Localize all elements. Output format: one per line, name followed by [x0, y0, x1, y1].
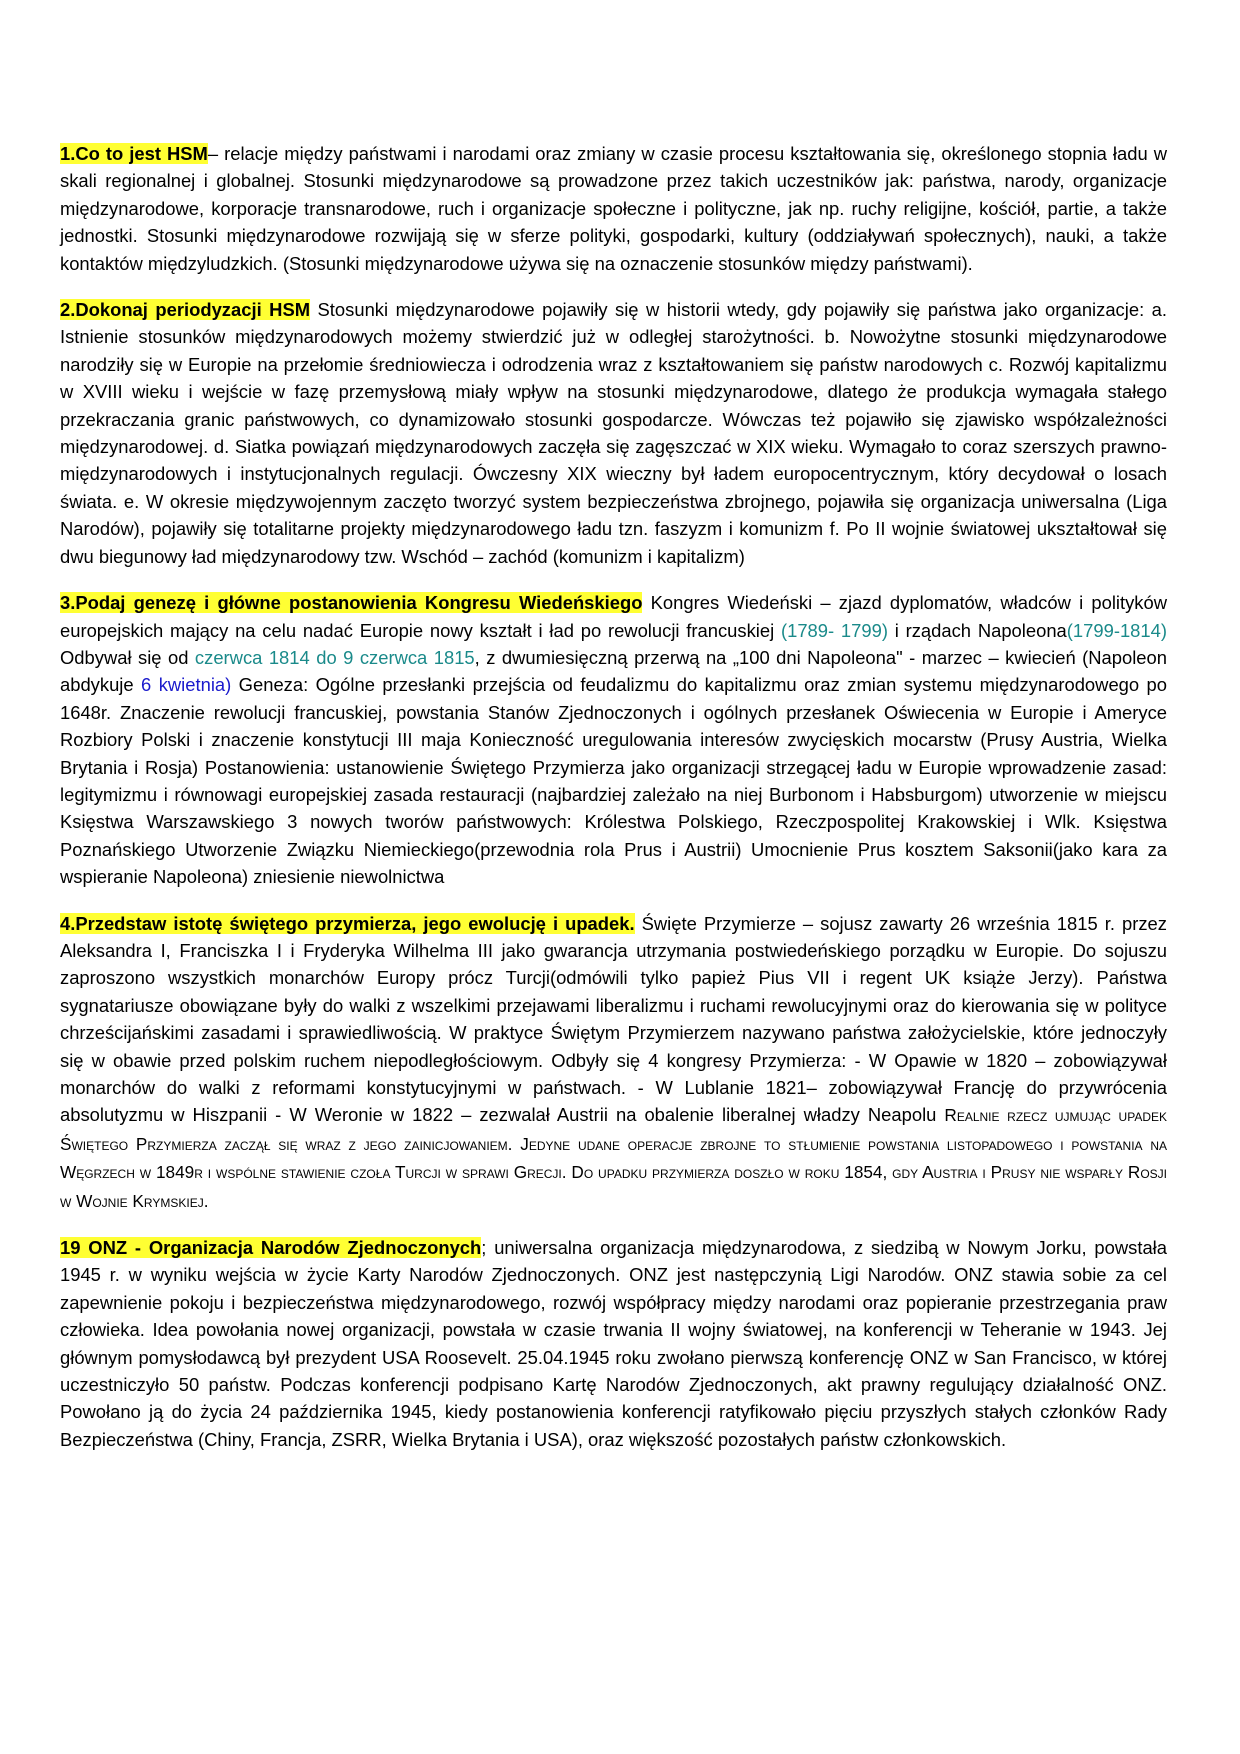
section-19 — [60, 1234, 1167, 1453]
section-3-text-5: Geneza: Ogólne przesłanki przejścia od feudalizmu do kapitalizmu oraz zmian systemu międzynarodowego po 1648r. Znaczenie rewolucji francuskiej, powstania Stanów Zjednoczonych i ogólnych przesłanek Oświecenia w Europie i Ameryce Rozbiory Polski i znaczenie konstytucji III maja Konieczność uregulowania interesów zwycięskich mocarstw (Prusy Austria, Wielka Brytania i Rosja) Postanowienia: ustanowienie Świętego Przymierza jako organizacji strzegącej ładu w Europie wprowadzenie zasad: legitymizmu i równowagi europejskiej zasada restauracji (najbardziej zależało na niej Burbonom i Habsburgom) utworzenie w miejscu Księstwa Warszawskiego 3 nowych tworów państwowych: Królestwa Polskiego, Rzeczpospolitej Krakowskiej i Wlk. Księstwa Poznańskiego Utworzenie Związku Niemieckiego(przewodnia rola Prus i Austrii) Umocnienie Prus kosztem Saksonii(jako kara za wspieranie Napoleona) zniesienie niewolnictwa — [60, 674, 1167, 888]
section-2-body: Stosunki międzynarodowe pojawiły się w historii wtedy, gdy pojawiły się państwa jako organizacje: a. Istnienie stosunków międzynarodowych możemy stwierdzić już w odległej starożytności. b. Nowożytne stosunki międzynarodowe narodziły się w Europie na przełomie średniowiecza i odrodzenia wraz z kształtowaniem się państw narodowych c. Rozwój kapitalizmu w XVIII wieku i wejście w fazę przemysłową miały wpływ na stosunki międzynarodowe, dlatego że produkcja wymagała stałego przekraczania granic państwowych, co dynamizowało stosunki gospodarcze. Wówczas też pojawiło się zjawisko współzależności międzynarodowej. d. Siatka powiązań międzynarodowych zaczęła się zagęszczać w XIX wieku. Wymagało to coraz szerszych prawno-międzynarodowych i instytucjonalnych regulacji. Ówczesny XIX wieczny był ładem europocentrycznym, który decydował o losach świata. e. W okresie międzywojennym zaczęto tworzyć system bezpieczeństwa zbrojnego, pojawiła się organizacja uniwersalna (Liga Narodów), pojawiły się totalitarne projekty międzynarodowego ładu tzn. faszyzm i komunizm f. Po II wojnie światowej ukształtował się dwu biegunowy ład międzynarodowy tzw. Wschód – zachód (komunizm i kapitalizm) — [60, 299, 1168, 567]
section-1 — [60, 140, 1167, 277]
section-3-text-3: Odbywał się od — [60, 646, 195, 668]
section-3-heading: 3.Podaj genezę i główne postanowienia Kongresu Wiedeńskiego — [60, 592, 643, 614]
section-3 — [60, 589, 1167, 890]
section-19-heading: 19 ONZ - Organizacja Narodów Zjednoczonych — [60, 1237, 482, 1259]
document-page — [60, 140, 1167, 1472]
section-3-text-2: i rządach Napoleona — [887, 619, 1067, 641]
section-3-date-abdication: 6 kwietnia) — [141, 674, 232, 696]
section-4-smallcaps: Realnie rzecz ujmując upadek Świętego Przymierza zaczął się wraz z jego zainicjowaniem. Jedyne udane operacje zbrojne to stłumienie powstania listopadowego i powstania na Węgrzech w 1849r i wspólne stawienie czoła Turcji w sprawi Grecji. Do upadku przymierza doszło w roku 1854, gdy Austria i Prusy nie wsparły Rosji w Wojnie Krymskiej. — [60, 1105, 1168, 1211]
section-19-body: ; uniwersalna organizacja międzynarodowa, z siedzibą w Nowym Jorku, powstała 1945 r. w wyniku wejścia w życie Karty Narodów Zjednoczonych. ONZ jest następczynią Ligi Narodów. ONZ stawia sobie za cel zapewnienie pokoju i bezpieczeństwa międzynarodowego, rozwój współpracy między narodami oraz popieranie przestrzegania praw człowieka. Idea powołania nowej organizacji, powstała w czasie trwania II wojny światowej, na konferencji w Teheranie w 1943. Jej głównym pomysłodawcą był prezydent USA Roosevelt. 25.04.1945 roku zwołano pierwszą konferencję ONZ w San Francisco, w której uczestniczyło 50 państw. Podczas konferencji podpisano Kartę Narodów Zjednoczonych, akt prawny regulujący działalność ONZ. Powołano ją do życia 24 października 1945, kiedy postanowienia konferencji ratyfikowało pięciu przyszłych stałych członków Rady Bezpieczeństwa (Chiny, Francja, ZSRR, Wielka Brytania i USA), oraz większość pozostałych państw członkowskich. — [60, 1237, 1167, 1450]
section-3-date-congress: czerwca 1814 do 9 czerwca 1815 — [194, 646, 475, 668]
section-3-date-revolution: (1789- 1799) — [780, 619, 888, 641]
section-1-heading: 1.Co to jest HSM — [60, 143, 208, 164]
section-3-text-1: Kongres Wiedeński – zjazd dyplomatów, władców i polityków europejskich mający na celu nadać Europie nowy kształt i ład po rewolucji francuskiej — [60, 592, 1168, 641]
section-3-text-4: , z dwumiesięczną przerwą na „100 dni Napoleona" - marzec – kwiecień (Napoleon abdykuje — [60, 646, 1167, 696]
section-2-heading: 2.Dokonaj periodyzacji HSM — [60, 299, 311, 321]
section-2 — [60, 296, 1167, 570]
section-3-date-napoleon: (1799-1814) — [1066, 619, 1167, 641]
section-4 — [60, 910, 1167, 1215]
section-4-heading: 4.Przedstaw istotę świętego przymierza, jego ewolucję i upadek. — [60, 912, 635, 934]
section-1-body: – relacje między państwami i narodami oraz zmiany w czasie procesu kształtowania się, określonego stopnia ładu w skali regionalnej i globalnej. Stosunki międzynarodowe są prowadzone przez takich uczestników jak: państwa, narody, organizacje międzynarodowe, korporacje transnarodowe, ruch i organizacje społeczne i polityczne, jak np. ruchy religijne, kościół, partie, a także jednostki. Stosunki międzynarodowe rozwijają się w sferze polityki, gospodarki, kultury (oddziaływań społecznych), nauki, a także kontaktów międzyludzkich. (Stosunki międzynarodowe używa się na oznaczenie stosunków między państwami). — [60, 143, 1167, 274]
section-4-body: Święte Przymierze – sojusz zawarty 26 września 1815 r. przez Aleksandra I, Franciszka I i Fryderyka Wilhelma III jako gwarancja utrzymania postwiedeńskiego porządku w Europie. Do sojuszu zaproszono wszystkich monarchów Europy prócz Turcji(odmówili tylko papież Pius VII i regent UK książe Jerzy). Państwa sygnatariusze obowiązane były do walki z wszelkimi przejawami liberalizmu i ruchami rewolucyjnymi oraz do kierowania się w polityce chrześcijańskimi zasadami i sprawiedliwością. W praktyce Świętym Przymierzem nazywano państwa założycielskie, które jednoczyły się w obawie przed polskim ruchem niepodległościowym. Odbyły się 4 kongresy Przymierza: - W Opawie w 1820 – zobowiązywał monarchów do walki z reformami konstytucyjnymi w państwach. - W Lublanie 1821– zobowiązywał Francję do przywrócenia absolutyzmu w Hiszpanii - W Weronie w 1822 – zezwalał Austrii na obalenie liberalnej władzy Neapolu — [60, 912, 1167, 1126]
